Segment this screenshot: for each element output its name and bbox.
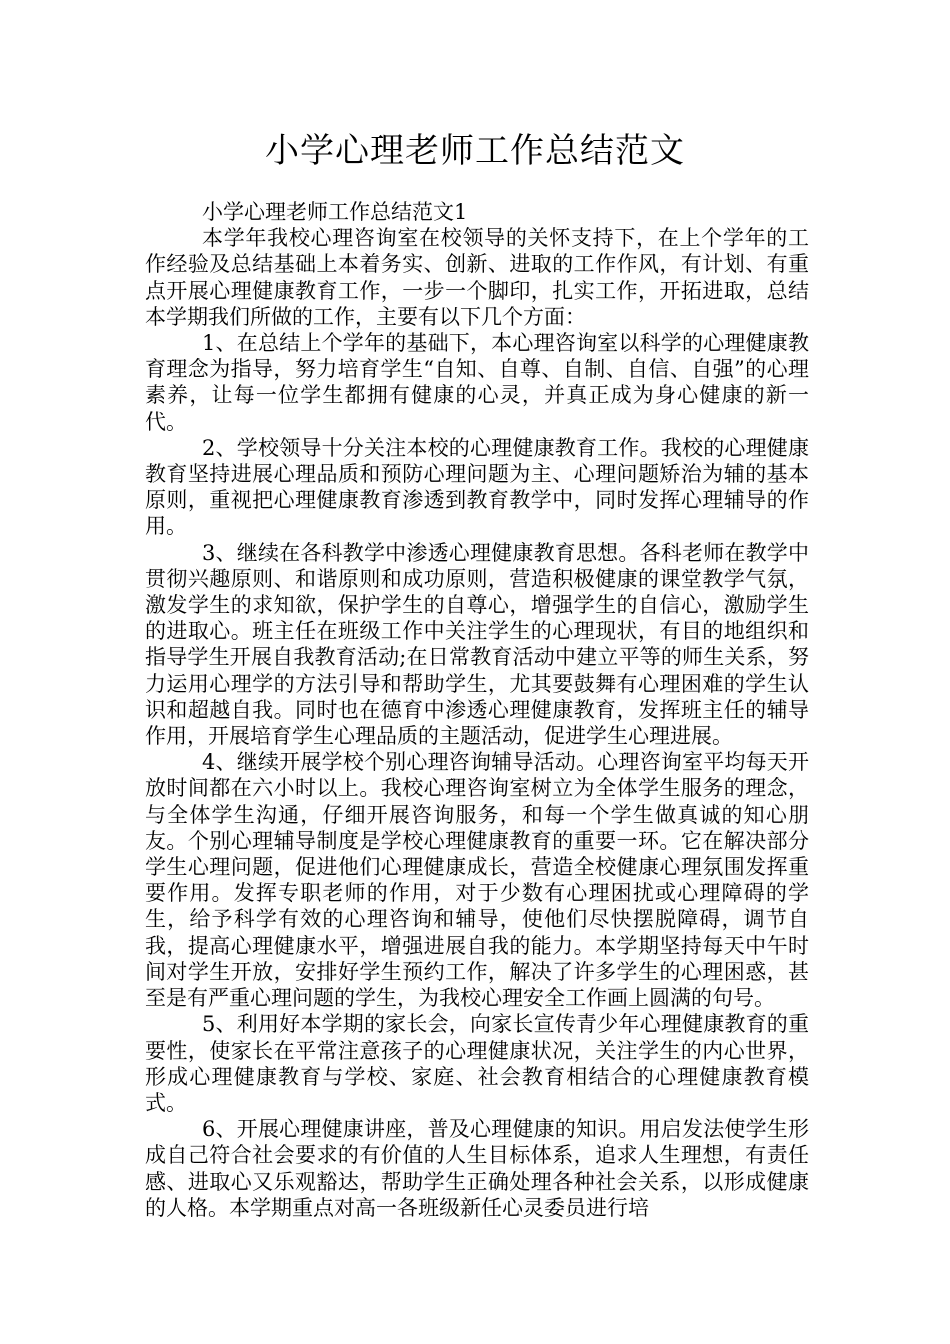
paragraph-intro: 本学年我校心理咨询室在校领导的关怀支持下，在上个学年的工作经验及总结基础上本着务实、创新、进取的工作作风，有计划、有重点开展心理健康教育工作，一步一个脚印，扎实工作，开拓进取，总结本学期我们所做的工作，主要有以下几个方面： <box>145 226 809 329</box>
section-subtitle: 小学心理老师工作总结范文1 <box>202 200 468 224</box>
document-title: 小学心理老师工作总结范文 <box>265 131 685 171</box>
paragraph-item-4: 4、继续开展学校个别心理咨询辅导活动。心理咨询室平均每天开放时间都在六小时以上。我校心理咨询室树立为全体学生服务的理念，与全体学生沟通，仔细开展咨询服务，和每一个学生做真诚的知心朋友。个别心理辅导制度是学校心理健康教育的重要一环。它在解决部分学生心理问题，促进他们心理健康成长，营造全校健康心理氛围发挥重要作用。发挥专职老师的作用，对于少数有心理困扰或心理障碍的学生，给予科学有效的心理咨询和辅导，使他们尽快摆脱障碍，调节自我，提高心理健康水平，增强进展自我的能力。本学期坚持每天中午时间对学生开放，安排好学生预约工作，解决了许多学生的心理困惑，甚至是有严重心理问题的学生，为我校心理安全工作画上圆满的句号。 <box>145 750 809 1011</box>
paragraph-item-5: 5、利用好本学期的家长会，向家长宣传青少年心理健康教育的重要性，使家长在平常注意孩子的心理健康状况，关注学生的内心世界，形成心理健康教育与学校、家庭、社会教育相结合的心理健康教育模式。 <box>145 1012 809 1115</box>
paragraph-item-3: 3、继续在各科教学中渗透心理健康教育思想。各科老师在教学中贯彻兴趣原则、和谐原则和成功原则，营造积极健康的课堂教学气氛，激发学生的求知欲，保护学生的自尊心，增强学生的自信心，激励学生的进取心。班主任在班级工作中关注学生的心理现状，有目的地组织和指导学生开展自我教育活动;在日常教育活动中建立平等的师生关系，努力运用心理学的方法引导和帮助学生，尤其要鼓舞有心理困难的学生认识和超越自我。同时也在德育中渗透心理健康教育，发挥班主任的辅导作用，开展培育学生心理品质的主题活动，促进学生心理进展。 <box>145 540 809 749</box>
paragraph-item-6: 6、开展心理健康讲座，普及心理健康的知识。用启发法使学生形成自己符合社会要求的有价值的人生目标体系，追求人生理想，有责任感、进取心又乐观豁达，帮助学生正确处理各种社会关系，以形成健康的人格。本学期重点对高一各班级新任心灵委员进行培 <box>145 1117 809 1220</box>
document-body <box>145 199 809 1221</box>
paragraph-item-2: 2、学校领导十分关注本校的心理健康教育工作。我校的心理健康教育坚持进展心理品质和预防心理问题为主、心理问题矫治为辅的基本原则，重视把心理健康教育渗透到教育教学中，同时发挥心理辅导的作用。 <box>145 435 809 539</box>
paragraph-item-1: 1、在总结上个学年的基础下，本心理咨询室以科学的心理健康教育理念为指导，努力培育学生“自知、自尊、自制、自信、自强”的心理素养，让每一位学生都拥有健康的心灵，并真正成为身心健康的新一代。 <box>145 331 809 434</box>
